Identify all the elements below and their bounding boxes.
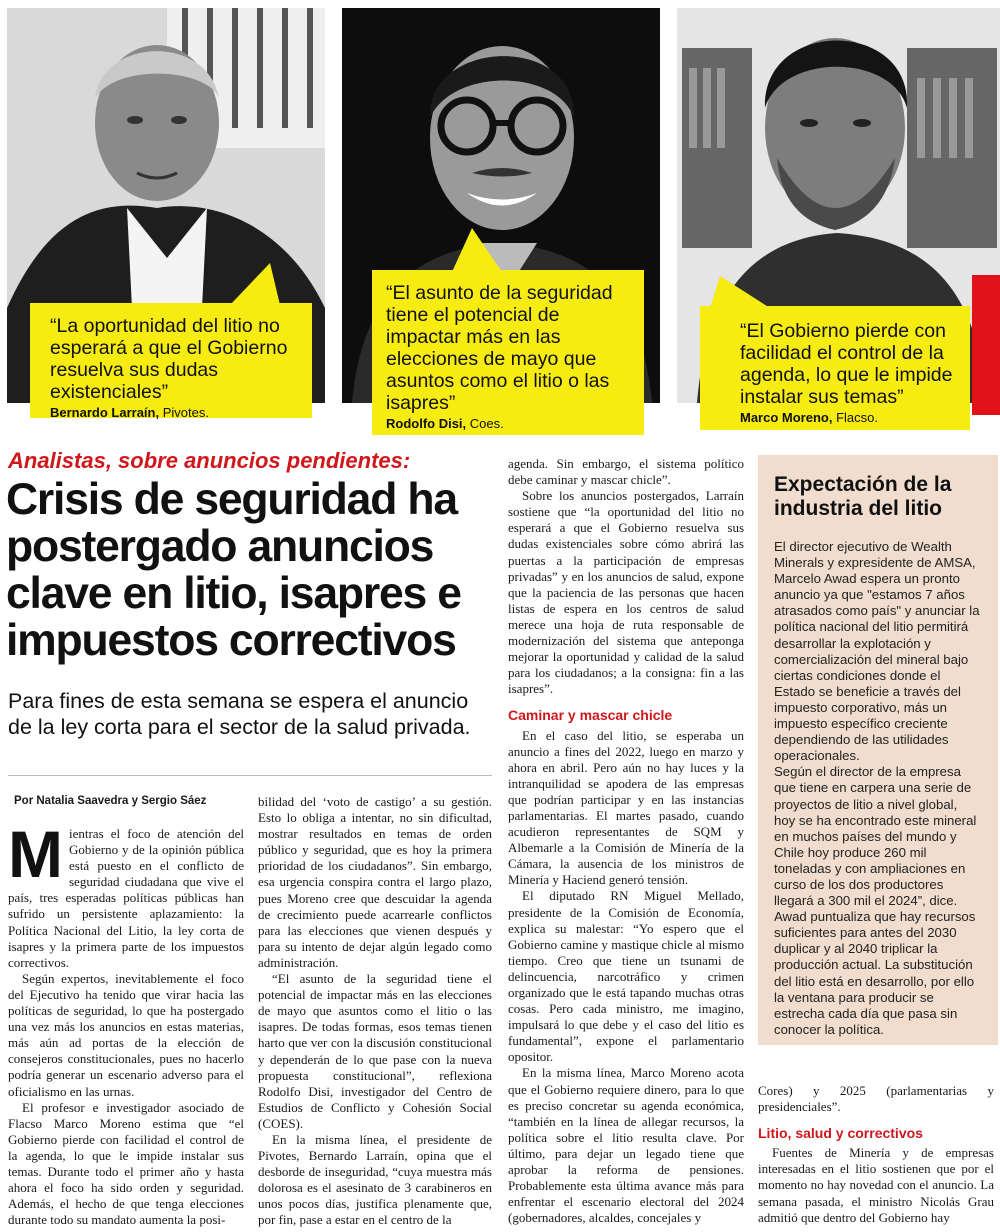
paragraph: El diputado RN Miguel Mellado, presidente de la Comisión de Economía, explica su malestar: “Yo espero que el Gobierno camine y mastique chicle al mismo tiempo. Creo que tiene un tsunami de delincuencia, narcotráfico y crimen organizado que le está tapando muchas otras cosas. Pero cada ministro, me imagino, impulsará lo que debe y el caso del litio es fundamental”, expone el parlamentario opositor. <box>508 888 744 1065</box>
quote-text: “La oportunidad del litio no esperará a que el Gobierno resuelva sus dudas existenciales” <box>50 315 288 403</box>
paragraph: En el caso del litio, se esperaba un anuncio a fines del 2022, luego en marzo y ahora en abril. Pero aún no hay luces y la intranquilidad se apodera de las empresas que podrían participar y en las instancias parlamentarias. El martes pasado, cuando acudieron representantes de SQM y Albemarle a la Comisión de Minería de la Cámara, la ausencia de los ministros de Minería y Haciend generó tensión. <box>508 727 744 888</box>
byline: Por Natalia Saavedra y Sergio Sáez <box>14 795 207 807</box>
quote-attribution: Marco Moreno, Flacso. <box>740 410 878 425</box>
paragraph: Según expertos, inevitablemente el foco del Ejecutivo ha tenido que virar hacia las políticas de seguridad, lo que ha postergado una vez más los anuncios en estas materias, más aún ad portas de la elección de consejeros constitucionales, pues no hacerlo podría generar un escenario adverso para el oficialismo en las urnas. <box>8 970 244 1099</box>
quote-bubble-larrain <box>30 303 312 418</box>
paragraph: “El asunto de la seguridad tiene el potencial de impactar más en las elecciones de mayo que asuntos como el litio o las isapres. De todas formas, esos temas tienen harto que ver con la discusión constitucional y dependerán de lo que pase con la nueva propuesta constitucional”, reflexiona Rodolfo Disi, investigador del Centro de Estudios de Conflicto y Cohesión Social (COES). <box>258 971 492 1131</box>
article-column-4 <box>758 1083 994 1226</box>
divider <box>8 775 492 776</box>
article-kicker: Analistas, sobre anuncios pendientes: <box>8 448 411 473</box>
subhead-litio-salud: Litio, salud y correctivos <box>758 1125 923 1142</box>
red-edge <box>972 275 1000 415</box>
article-headline: Crisis de seguridad ha postergado anuncios clave en litio, isapres e impuestos correctivos <box>6 475 461 665</box>
quote-bubble-disi <box>372 270 644 435</box>
paragraph: Cores) y 2025 (parlamentarias y presidenciales”. <box>758 1083 994 1115</box>
sidebar-title: Expectación de la industria del litio <box>774 473 952 520</box>
quote-attribution: Rodolfo Disi, Coes. <box>386 416 504 431</box>
article-column-1 <box>8 817 244 1228</box>
sidebar-paragraph: Awad puntualiza que hay recursos suficientes para antes del 2030 duplicar y al 2040 triplicar la producción actual. La substitución del litio está en desarrollo, por ello la ventana para producir se estrecha cada día que pasa sin conocer la política. <box>774 909 976 1037</box>
paragraph: En la misma línea, el presidente de Pivotes, Bernardo Larraín, opina que el desborde de inseguridad, “cuya muestra más dolorosa es el asesinato de 3 carabineros en unos pocos días, justifica plenamente que, por fin, pase a estar en el centro de la <box>258 1131 492 1228</box>
subhead-caminar: Caminar y mascar chicle <box>508 707 673 724</box>
quote-text: “El asunto de la seguridad tiene el potencial de impactar más en las elecciones de mayo que asuntos como el litio o las isapres” <box>386 282 613 414</box>
article-column-3 <box>508 456 744 1226</box>
paragraph: El profesor e investigador asociado de Flacso Marco Moreno estima que “el Gobierno pierde con facilidad el control de la agenda, lo que le impide instalar sus temas. Durante todo el primer año y hasta ahora el foco ha sido orden y seguridad. Además, el hecho de que tenga elecciones durante todo su mandato aumenta la posi- <box>8 1099 244 1228</box>
article-column-2 <box>258 794 492 1229</box>
paragraph: Mientras el foco de atención del Gobierno y de la opinión pública está puesto en el conflicto de seguridad ciudadana que vive el país, tres esperadas políticas públicas han sufrido un persistente aplazamiento: la Política Nacional del Litio, la ley corta de isapres y la primera parte de los impuestos correctivos. <box>8 817 244 970</box>
paragraph: agenda. Sin embargo, el sistema político debe caminar y mascar chicle”. <box>508 456 744 488</box>
paragraph: bilidad del ‘voto de castigo’ a su gestión. Esto lo obliga a intentar, no sin dificultad, mostrar resultados en temas de orden público y seguridad, que es hoy la primera prioridad de los ciudadanos”. Sin embargo, esa urgencia conspira contra el largo plazo, pues Moreno cree que descuidar la agenda de crecimiento puede acarrearle conflictos para las elecciones que vienen después y para su intento de dejar algún legado como administración. <box>258 794 492 970</box>
sidebar-box <box>758 455 998 1045</box>
paragraph: En la misma línea, Marco Moreno acota que el Gobierno requiere dinero, para lo que es preciso concretar su agenda económica, “también en la línea de allegar recursos, la política sobre el litio resulta clave. Por último, para dejar un legado tiene que aprobar la reforma de pensiones. Probablemente esta última avance más para enfrentar el escenario electoral del 2024 (gobernadores, alcaldes, concejales y <box>508 1065 744 1226</box>
quote-attribution: Bernardo Larraín, Pivotes. <box>50 405 209 420</box>
sidebar-paragraph: El director ejecutivo de Wealth Minerals y expresidente de AMSA, Marcelo Awad espera un pronto anuncio ya que "estamos 7 años atrasados como país" y anunciar la política nacional del litio permitirá desarrollar la explotación y comercialización del mineral bajo ciertas condiciones donde el Estado se beneficie a través del impuesto corporativo, más un impuesto específico creciente dependiendo de las utilidades operacionales. <box>774 539 980 764</box>
paragraph: Fuentes de Minería y de empresas interesadas en el litio sostienen que por el momento no hay novedad con el anuncio. La semana pasada, el ministro Nicolás Grau admitió que dentro del Gobierno hay <box>758 1145 994 1225</box>
bubble-tail <box>230 263 290 305</box>
quote-text: “El Gobierno pierde con facilidad el control de la agenda, lo que le impide instalar sus temas” <box>740 320 953 408</box>
sidebar-paragraph: Según el director de la empresa que tiene en carpera una serie de proyectos de litio a nivel global, hoy se ha encontrado este mineral en muchos países del mundo y Chile hoy produce 260 mil toneladas y con ampliaciones en curso de los dos productores llegará a 300 mil el 2024”, dice. <box>774 764 977 909</box>
article-deck: Para fines de esta semana se espera el anuncio de la ley corta para el sector de la salud privada. <box>8 689 471 739</box>
bubble-tail <box>447 228 507 272</box>
paragraph: Sobre los anuncios postergados, Larraín sostiene que “la oportunidad del litio no esperará a que el Gobierno resuelva sus dudas existenciales sobre cómo abrirá las puertas a la participación de empresas privadas” y en los anuncios de salud, expone que la paciencia de las personas que hacen listas de espera en los centros de salud merece una hoja de ruta responsable de modernización del sistema que anteponga mejorar la oportunidad y calidad de la salud para los ciudadanos; a la consigna: fin a las isapres”. <box>508 488 744 697</box>
quote-bubble-moreno <box>700 306 970 430</box>
bubble-tail <box>710 276 780 308</box>
drop-cap: M <box>8 817 63 891</box>
